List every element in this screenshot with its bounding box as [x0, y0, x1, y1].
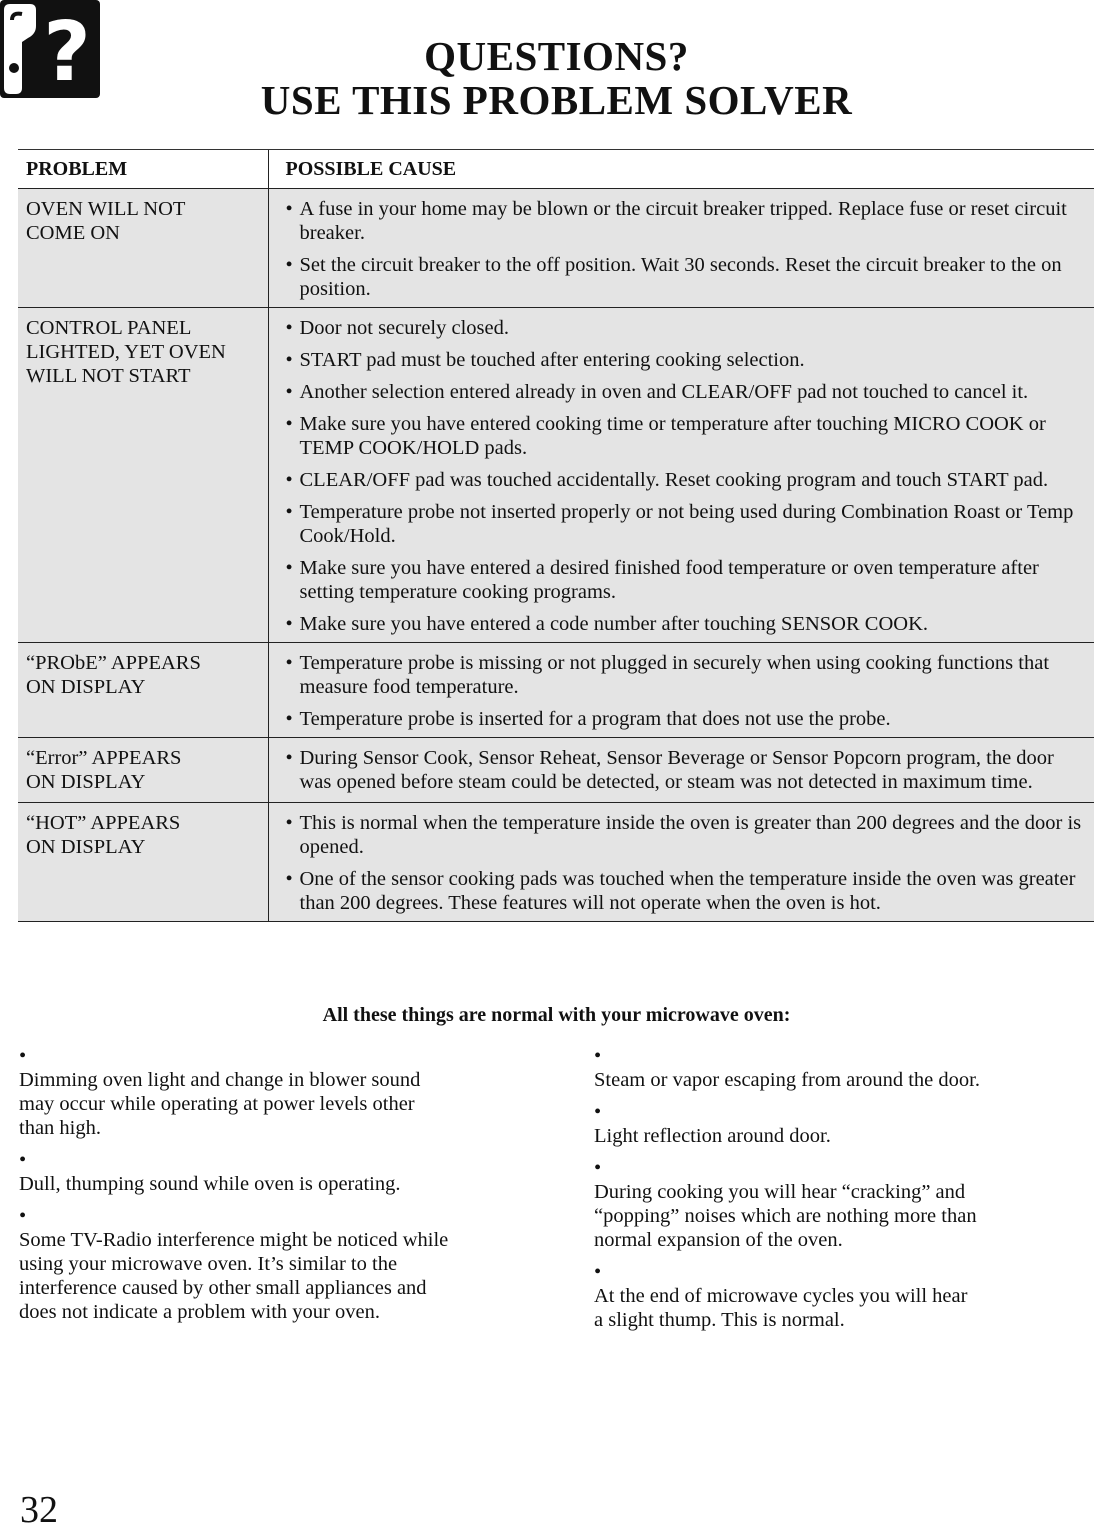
problem-cell: [18, 803, 268, 922]
normal-list-line: • At the end of microwave cycles you will hear: [594, 1285, 968, 1307]
problem-text: ON DISPLAY: [26, 836, 146, 858]
cause-item: • Temperature probe is missing or not plugged in securely when using cooking functions that measure food temperature.: [286, 651, 1089, 699]
cause-item: • Temperature probe is inserted for a program that does not use the probe.: [286, 707, 1089, 731]
cause-item: • CLEAR/OFF pad was touched accidentally. Reset cooking program and touch START pad.: [286, 468, 1089, 492]
normal-list-line: • Dull, thumping sound while oven is operating.: [19, 1173, 401, 1195]
cause-item: • Make sure you have entered a code number after touching SENSOR COOK.: [286, 612, 1089, 636]
normal-list-line: • Steam or vapor escaping from around the door.: [594, 1069, 980, 1091]
problem-cell: [18, 189, 268, 308]
problem-text: CONTROL PANEL: [26, 317, 192, 339]
table-row: [18, 803, 1094, 922]
cause-cell: [268, 738, 1094, 803]
table-header-row: [18, 150, 1094, 189]
problem-text: “PRObE” APPEARS: [26, 652, 201, 674]
normal-list-right: [594, 1044, 1094, 1340]
normal-list-item: [19, 1044, 539, 1140]
cause-item: • This is normal when the temperature inside the oven is greater than 200 degrees and the door is opened.: [286, 811, 1089, 859]
normal-list-line: than high.: [19, 1117, 101, 1139]
cause-cell: [268, 189, 1094, 308]
problem-text: LIGHTED, YET OVEN: [26, 341, 226, 363]
table-row: [18, 189, 1094, 308]
cause-item: • Door not securely closed.: [286, 316, 1089, 340]
problem-cell: [18, 308, 268, 643]
cause-cell: [268, 643, 1094, 738]
normal-list-item: [19, 1204, 539, 1324]
normal-list-line: • Some TV-Radio interference might be noticed while: [19, 1229, 449, 1251]
cause-cell: [268, 308, 1094, 643]
cause-item: • One of the sensor cooking pads was touched when the temperature inside the oven was greater than 200 degrees. These features will not operate when the oven is hot.: [286, 867, 1089, 915]
table-row: [18, 308, 1094, 643]
problem-text: COME ON: [26, 222, 120, 244]
page-title-line1: QUESTIONS?: [424, 33, 689, 79]
normal-list-line: interference caused by other small appliances and: [19, 1277, 427, 1299]
normal-list-line: using your microwave oven. It’s similar to the: [19, 1253, 398, 1275]
cause-item: • Another selection entered already in oven and CLEAR/OFF pad not touched to cancel it.: [286, 380, 1089, 404]
normal-list-left: [19, 1044, 539, 1332]
normal-list-line: does not indicate a problem with your oven.: [19, 1301, 380, 1323]
cause-item: • START pad must be touched after entering cooking selection.: [286, 348, 1089, 372]
problem-cell: [18, 643, 268, 738]
cause-item: • Set the circuit breaker to the off position. Wait 30 seconds. Reset the circuit breaker to the on position.: [286, 253, 1089, 301]
page-title-line2: USE THIS PROBLEM SOLVER: [260, 77, 853, 123]
cause-item: • During Sensor Cook, Sensor Reheat, Sensor Beverage or Sensor Popcorn program, the door was opened before steam could be detected, or steam was not detected in maximum time.: [286, 746, 1089, 794]
column-header-cause: POSSIBLE CAUSE: [268, 150, 1094, 189]
normal-list-line: may occur while operating at power levels other: [19, 1093, 415, 1115]
normal-list-line: • Dimming oven light and change in blower sound: [19, 1069, 421, 1091]
normal-list-item: [594, 1156, 1094, 1252]
table-row: [18, 643, 1094, 738]
problem-text: “HOT” APPEARS: [26, 812, 181, 834]
cause-item: • A fuse in your home may be blown or the circuit breaker tripped. Replace fuse or reset circuit breaker.: [286, 197, 1089, 245]
cause-item: • Temperature probe not inserted properly or not being used during Combination Roast or Temp Cook/Hold.: [286, 500, 1089, 548]
column-header-problem: PROBLEM: [18, 150, 268, 189]
svg-text:?: ?: [43, 5, 91, 98]
problem-text: WILL NOT START: [26, 365, 191, 387]
normal-list-line: • During cooking you will hear “cracking” and: [594, 1181, 966, 1203]
normal-list-line: “popping” noises which are nothing more than: [594, 1205, 977, 1227]
cause-item: • Make sure you have entered a desired finished food temperature or oven temperature after setting temperature cooking programs.: [286, 556, 1089, 604]
normal-list-item: [594, 1260, 1094, 1332]
table-row: [18, 738, 1094, 803]
problem-text: ON DISPLAY: [26, 771, 146, 793]
normal-list-item: [594, 1044, 1094, 1092]
normal-list-line: normal expansion of the oven.: [594, 1229, 843, 1251]
normal-list-line: a slight thump. This is normal.: [594, 1309, 845, 1331]
problem-text: OVEN WILL NOT: [26, 198, 186, 220]
problem-text: ON DISPLAY: [26, 676, 146, 698]
normal-things-heading: All these things are normal with your microwave oven:: [322, 1004, 791, 1026]
problem-solver-table: [18, 149, 1094, 922]
problem-text: “Error” APPEARS: [26, 747, 182, 769]
normal-list-item: [19, 1148, 539, 1196]
normal-list-line: • Light reflection around door.: [594, 1125, 831, 1147]
problem-cell: [18, 738, 268, 803]
page-number: 32: [20, 1489, 58, 1531]
normal-list-item: [594, 1100, 1094, 1148]
cause-cell: [268, 803, 1094, 922]
cause-item: • Make sure you have entered cooking time or temperature after touching MICRO COOK or TEMP COOK/HOLD pads.: [286, 412, 1089, 460]
